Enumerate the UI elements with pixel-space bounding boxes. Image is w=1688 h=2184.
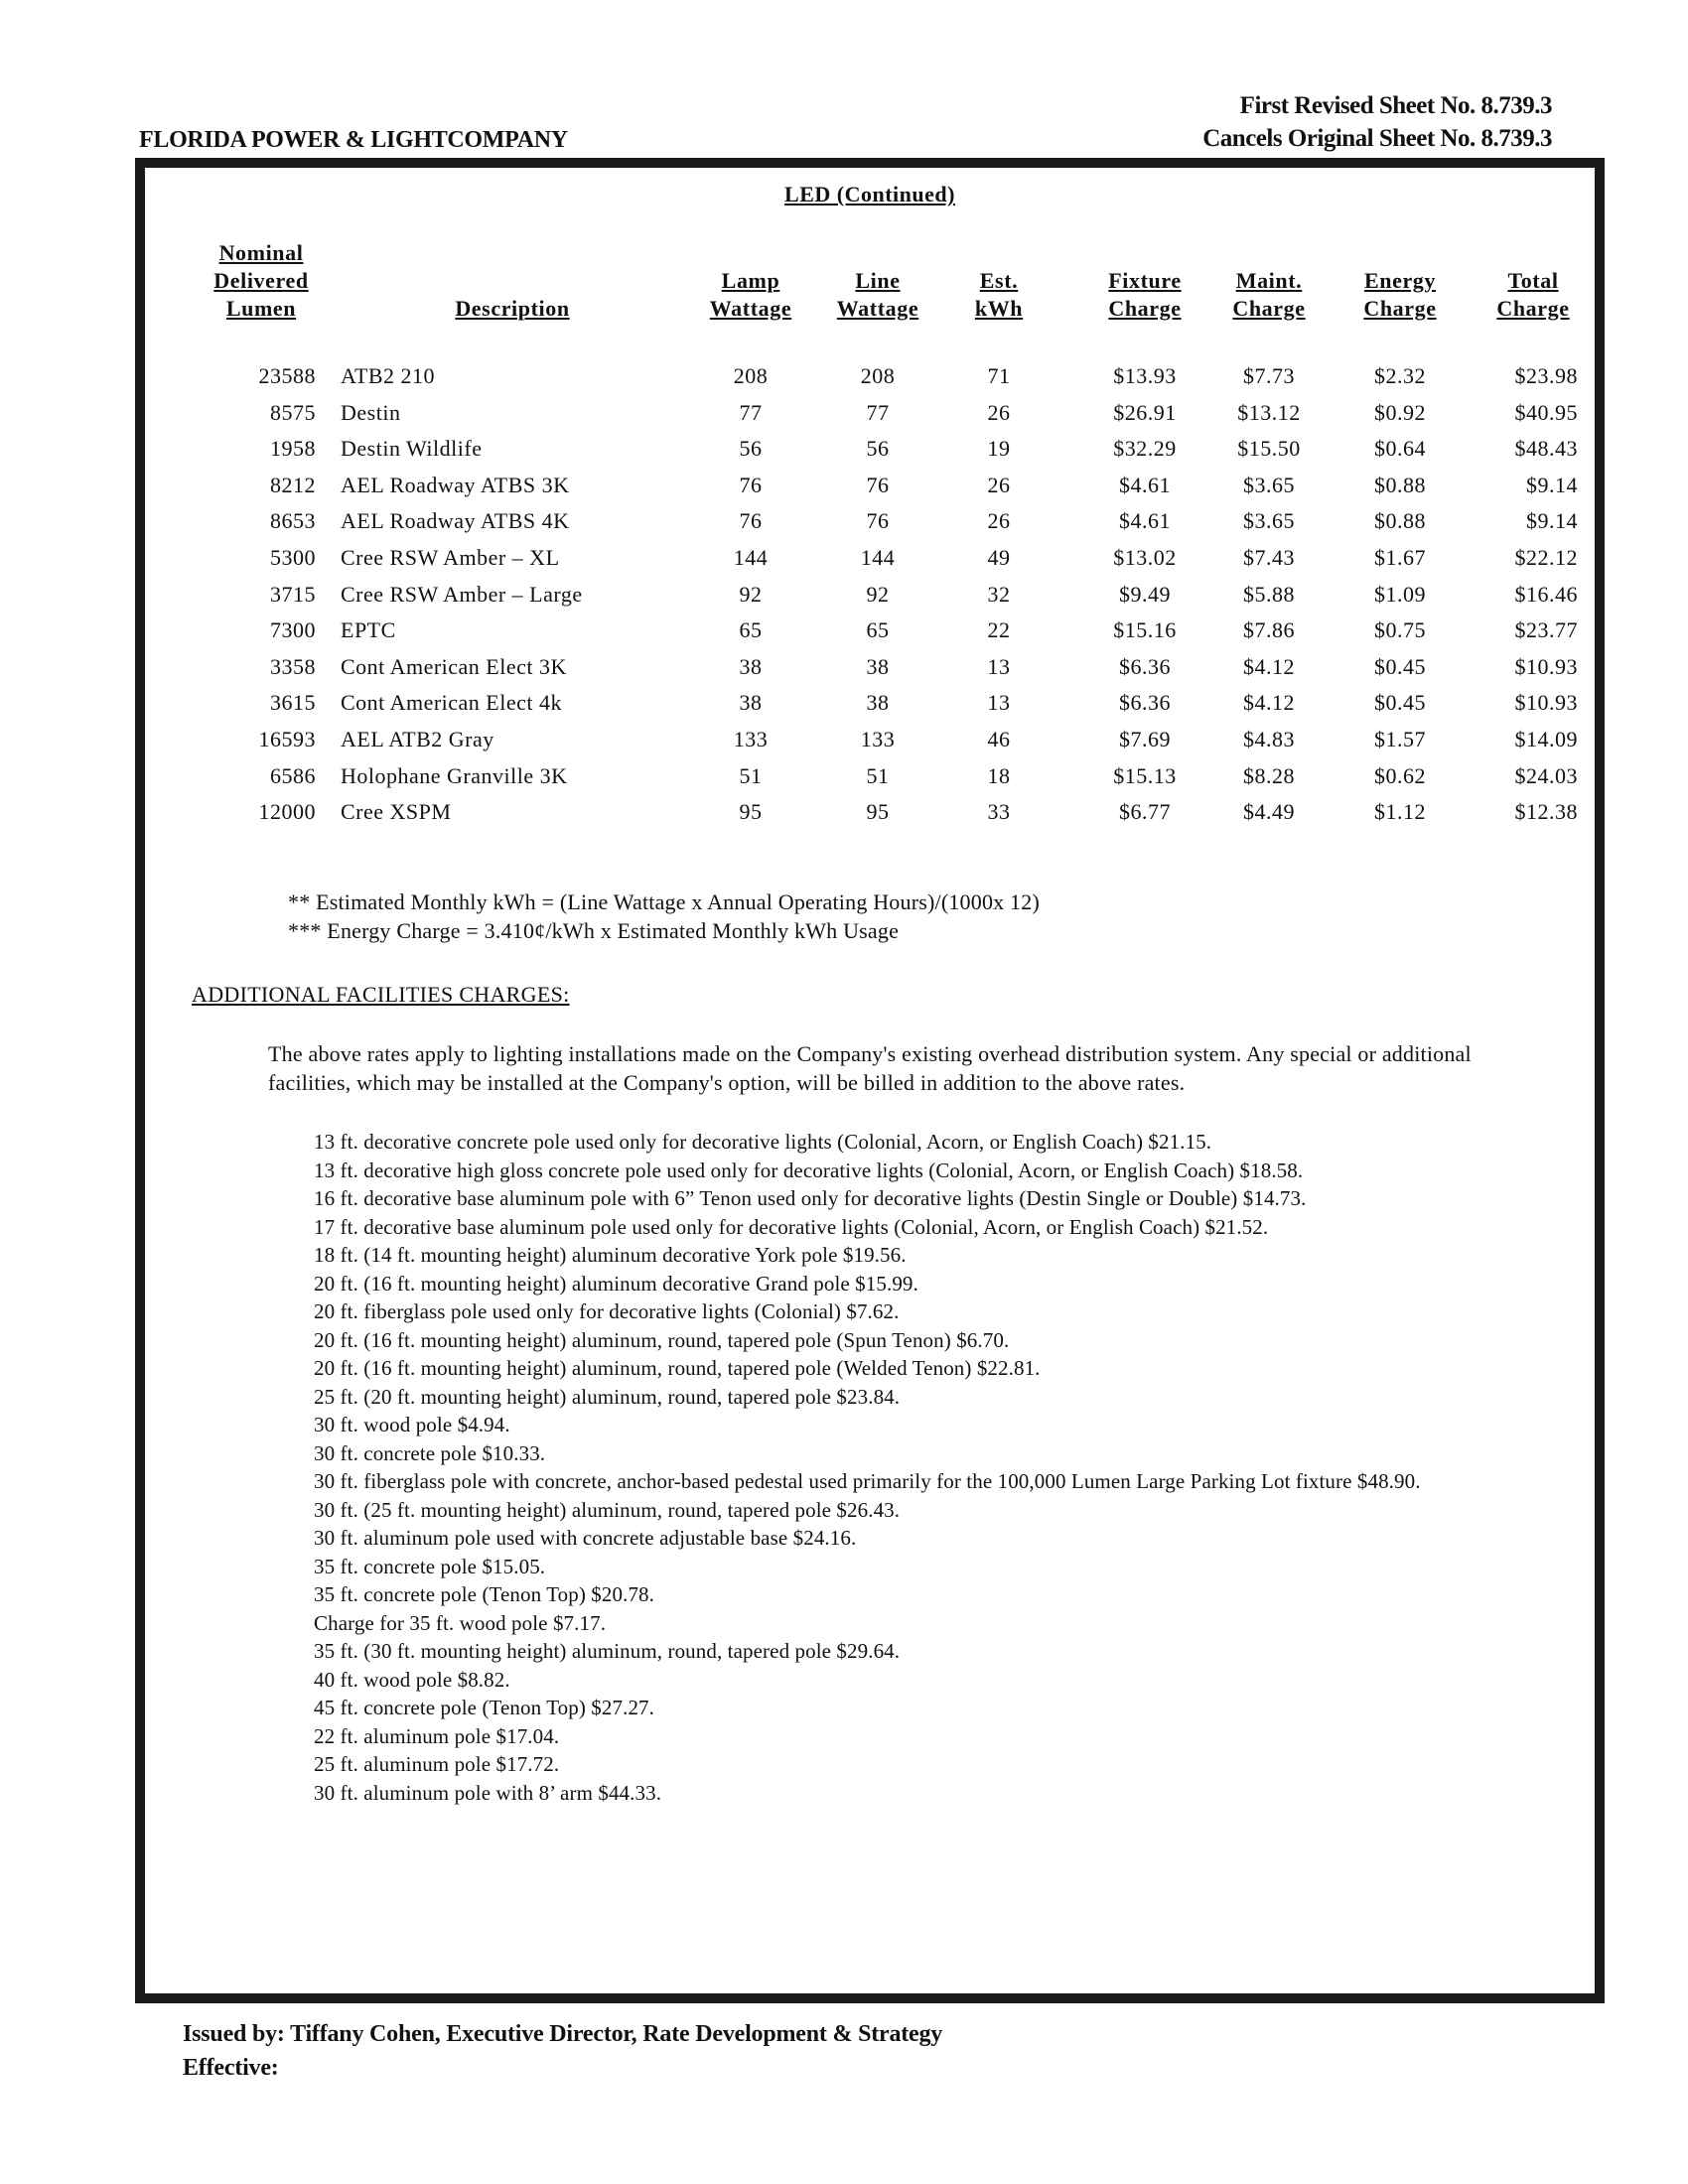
- facility-charge-item: 25 ft. aluminum pole $17.72.: [314, 1752, 560, 1776]
- header-energy-line2: Charge: [1363, 296, 1437, 321]
- facility-charge-item: 20 ft. (16 ft. mounting height) aluminum, round, tapered pole (Spun Tenon) $6.70.: [314, 1327, 1010, 1352]
- header-lumen-line2: Delivered: [213, 268, 309, 293]
- cell-lumen: 6586: [270, 762, 316, 788]
- cell-line: 65: [866, 617, 890, 643]
- facility-charge-item: 22 ft. aluminum pole $17.04.: [314, 1723, 560, 1748]
- issued-by: Issued by: Tiffany Cohen, Executive Director, Rate Development & Strategy: [183, 2021, 943, 2047]
- header-lumen-line1: Nominal: [218, 240, 304, 265]
- facility-charge-item: 16 ft. decorative base aluminum pole with 6” Tenon used only for decorative lights (Destin Single or Double) $14.73.: [314, 1186, 1307, 1210]
- cell-total: $23.98: [1514, 363, 1578, 388]
- cell-line: 77: [866, 399, 890, 425]
- facility-charge-item: 18 ft. (14 ft. mounting height) aluminum decorative York pole $19.56.: [314, 1243, 907, 1267]
- cell-maint: $5.88: [1243, 581, 1295, 607]
- cell-fixture: $9.49: [1119, 581, 1171, 607]
- facility-charge-item: 35 ft. concrete pole (Tenon Top) $20.78.: [314, 1582, 654, 1606]
- facility-charge-item: 20 ft. fiberglass pole used only for decorative lights (Colonial) $7.62.: [314, 1299, 900, 1323]
- cell-description: Cree RSW Amber – XL: [341, 545, 560, 570]
- header-kwh-line1: Est.: [979, 268, 1019, 293]
- cell-lamp: 76: [739, 508, 763, 534]
- facility-charge-item: 13 ft. decorative concrete pole used only for decorative lights (Colonial, Acorn, or English Coach) $21.15.: [314, 1130, 1212, 1154]
- header-fixture-line2: Charge: [1108, 296, 1182, 321]
- cell-lamp: 208: [733, 363, 769, 388]
- facility-charge-item: 25 ft. (20 ft. mounting height) aluminum, round, tapered pole $23.84.: [314, 1384, 901, 1409]
- cell-maint: $4.83: [1243, 727, 1295, 751]
- cell-lamp: 133: [733, 727, 769, 751]
- cell-maint: $4.12: [1243, 690, 1295, 716]
- cell-energy: $1.67: [1374, 545, 1426, 570]
- facility-charge-item: 20 ft. (16 ft. mounting height) aluminum, round, tapered pole (Welded Tenon) $22.81.: [314, 1356, 1041, 1380]
- facility-charge-item: 30 ft. wood pole $4.94.: [314, 1413, 510, 1436]
- cell-lamp: 76: [739, 472, 763, 497]
- cell-kwh: 71: [987, 363, 1011, 388]
- facility-charge-item: 30 ft. fiberglass pole with concrete, anchor-based pedestal used primarily for the 100,000 Lumen Large Parking Lot fixture $48.90.: [314, 1469, 1421, 1493]
- facility-charge-item: 13 ft. decorative high gloss concrete pole used only for decorative lights (Colonial, Acorn, or English Coach) $18.58.: [314, 1158, 1304, 1182]
- cell-description: Destin Wildlife: [341, 436, 483, 462]
- cell-lamp: 56: [739, 436, 763, 462]
- cell-line: 38: [866, 690, 890, 716]
- cell-energy: $0.88: [1374, 508, 1426, 534]
- cell-energy: $0.45: [1374, 690, 1426, 716]
- cell-fixture: $6.36: [1119, 690, 1171, 716]
- header-energy-line1: Energy: [1363, 268, 1437, 293]
- cell-energy: $0.92: [1374, 399, 1426, 425]
- cell-description: Cree RSW Amber – Large: [341, 581, 583, 607]
- header-maint-line1: Maint.: [1235, 268, 1303, 293]
- header-maint-charge: [1214, 267, 1324, 323]
- header-total-charge: [1478, 267, 1588, 323]
- cell-total: $48.43: [1514, 436, 1578, 462]
- header-line-wattage: [823, 267, 932, 323]
- cell-line: 51: [866, 762, 890, 788]
- cell-lumen: 7300: [270, 617, 316, 643]
- cell-energy: $0.88: [1374, 472, 1426, 497]
- cell-lamp: 51: [739, 762, 763, 788]
- effective-date: Effective:: [183, 2055, 279, 2081]
- cell-fixture: $15.13: [1113, 762, 1177, 788]
- header-lumen: [207, 239, 316, 323]
- cell-description: Destin: [341, 399, 401, 425]
- header-description-label: Description: [455, 296, 570, 321]
- facility-charge-item: 30 ft. aluminum pole with 8’ arm $44.33.: [314, 1780, 662, 1805]
- cell-maint: $4.49: [1243, 799, 1295, 825]
- cell-lumen: 8575: [270, 399, 316, 425]
- facility-charge-item: 17 ft. decorative base aluminum pole used only for decorative lights (Colonial, Acorn, or English Coach) $21.52.: [314, 1214, 1269, 1239]
- facility-charge-item: 30 ft. aluminum pole used with concrete adjustable base $24.16.: [314, 1526, 857, 1550]
- header-fixture-line1: Fixture: [1108, 268, 1182, 293]
- cell-fixture: $15.16: [1113, 617, 1177, 643]
- header-lumen-line3: Lumen: [225, 296, 297, 321]
- cell-total: $24.03: [1514, 762, 1578, 788]
- cell-line: 208: [860, 363, 896, 388]
- cell-kwh: 26: [987, 472, 1011, 497]
- cell-fixture: $13.02: [1113, 545, 1177, 570]
- cell-fixture: $4.61: [1119, 472, 1171, 497]
- cell-energy: $0.75: [1374, 617, 1426, 643]
- cell-kwh: 19: [987, 436, 1011, 462]
- cell-maint: $13.12: [1237, 399, 1301, 425]
- header-fixture-charge: [1090, 267, 1199, 323]
- cell-lamp: 65: [739, 617, 763, 643]
- cell-lumen: 16593: [258, 727, 316, 751]
- cell-lamp: 92: [739, 581, 763, 607]
- cell-kwh: 32: [987, 581, 1011, 607]
- cell-fixture: $7.69: [1119, 727, 1171, 751]
- facility-charge-item: 30 ft. (25 ft. mounting height) aluminum, round, tapered pole $26.43.: [314, 1497, 901, 1522]
- header-description: [433, 295, 592, 323]
- additional-facilities-title: ADDITIONAL FACILITIES CHARGES:: [192, 982, 570, 1007]
- cell-lumen: 3715: [270, 581, 316, 607]
- header-lamp-wattage: [696, 267, 805, 323]
- cell-total: $10.93: [1514, 653, 1578, 679]
- cell-line: 76: [866, 508, 890, 534]
- cell-line: 133: [860, 727, 896, 751]
- cell-lumen: 8212: [270, 472, 316, 497]
- cell-energy: $1.12: [1374, 799, 1426, 825]
- cell-maint: $3.65: [1243, 508, 1295, 534]
- cell-description: Cont American Elect 3K: [341, 653, 567, 679]
- cell-maint: $15.50: [1237, 436, 1301, 462]
- cell-maint: $7.73: [1243, 363, 1295, 388]
- header-line-line2: Wattage: [836, 296, 919, 321]
- header-maint-line2: Charge: [1232, 296, 1306, 321]
- cell-description: ATB2 210: [341, 363, 436, 388]
- header-lamp-line1: Lamp: [721, 268, 780, 293]
- cell-maint: $4.12: [1243, 653, 1295, 679]
- cell-line: 76: [866, 472, 890, 497]
- cell-energy: $2.32: [1374, 363, 1426, 388]
- cancels-sheet-number: Cancels Original Sheet No. 8.739.3: [1202, 125, 1552, 152]
- cell-lamp: 38: [739, 653, 763, 679]
- kwh-footnote: ** Estimated Monthly kWh = (Line Wattage x Annual Operating Hours)/(1000x 12): [288, 889, 1040, 914]
- header-kwh-line2: kWh: [974, 296, 1024, 321]
- cell-lumen: 3615: [270, 690, 316, 716]
- facility-charge-item: 35 ft. (30 ft. mounting height) aluminum, round, tapered pole $29.64.: [314, 1639, 901, 1663]
- cell-description: EPTC: [341, 617, 396, 643]
- cell-total: $12.38: [1514, 799, 1578, 825]
- cell-lamp: 38: [739, 690, 763, 716]
- cell-description: AEL Roadway ATBS 3K: [341, 472, 570, 497]
- cell-total: $10.93: [1514, 690, 1578, 716]
- cell-lumen: 5300: [270, 545, 316, 570]
- facility-charge-item: 20 ft. (16 ft. mounting height) aluminum decorative Grand pole $15.99.: [314, 1271, 918, 1296]
- cell-description: AEL Roadway ATBS 4K: [341, 508, 570, 534]
- cell-description: Holophane Granville 3K: [341, 762, 568, 788]
- energy-charge-footnote: *** Energy Charge = 3.410¢/kWh x Estimated Monthly kWh Usage: [288, 918, 900, 943]
- cell-description: Cree XSPM: [341, 799, 452, 825]
- header-line-line1: Line: [855, 268, 901, 293]
- cell-line: 92: [866, 581, 890, 607]
- cell-total: $9.14: [1526, 472, 1578, 497]
- additional-facilities-intro: The above rates apply to lighting installations made on the Company's existing overhead distribution system. Any special or additional facilities, which may be installed at the Company's option, will be billed in addition to the above rates.: [268, 1041, 1472, 1095]
- facility-charge-item: 35 ft. concrete pole $15.05.: [314, 1554, 546, 1578]
- cell-fixture: $32.29: [1113, 436, 1177, 462]
- cell-kwh: 13: [987, 690, 1011, 716]
- facility-charge-item: 40 ft. wood pole $8.82.: [314, 1667, 510, 1692]
- document-frame: [135, 158, 1605, 2003]
- cell-line: 56: [866, 436, 890, 462]
- header-total-line2: Charge: [1496, 296, 1570, 321]
- cell-kwh: 18: [987, 762, 1011, 788]
- cell-total: $16.46: [1514, 581, 1578, 607]
- cell-fixture: $4.61: [1119, 508, 1171, 534]
- cell-lamp: 144: [733, 545, 769, 570]
- cell-kwh: 26: [987, 399, 1011, 425]
- cell-lumen: 23588: [258, 363, 316, 388]
- cell-lamp: 77: [739, 399, 763, 425]
- cell-lumen: 3358: [270, 653, 316, 679]
- cell-lumen: 12000: [258, 799, 316, 825]
- cell-energy: $1.57: [1374, 727, 1426, 751]
- facility-charge-item: 45 ft. concrete pole (Tenon Top) $27.27.: [314, 1696, 654, 1719]
- cell-description: Cont American Elect 4k: [341, 690, 562, 716]
- cell-total: $40.95: [1514, 399, 1578, 425]
- cell-maint: $8.28: [1243, 762, 1295, 788]
- cell-lumen: 1958: [270, 436, 316, 462]
- header-est-kwh: [959, 267, 1039, 323]
- cell-total: $23.77: [1514, 617, 1578, 643]
- cell-total: $22.12: [1514, 545, 1578, 570]
- cell-kwh: 13: [987, 653, 1011, 679]
- cell-energy: $0.45: [1374, 653, 1426, 679]
- cell-energy: $0.64: [1374, 436, 1426, 462]
- cell-kwh: 49: [987, 545, 1011, 570]
- cell-energy: $1.09: [1374, 581, 1426, 607]
- cell-maint: $3.65: [1243, 472, 1295, 497]
- cell-lamp: 95: [739, 799, 763, 825]
- cell-line: 95: [866, 799, 890, 825]
- header-lamp-line2: Wattage: [709, 296, 792, 321]
- cell-kwh: 33: [987, 799, 1011, 825]
- facility-charge-item: 30 ft. concrete pole $10.33.: [314, 1440, 546, 1465]
- sheet-number: First Revised Sheet No. 8.739.3: [1239, 92, 1552, 119]
- cell-kwh: 46: [987, 727, 1011, 751]
- header-energy-charge: [1345, 267, 1455, 323]
- cell-line: 38: [866, 653, 890, 679]
- cell-line: 144: [860, 545, 896, 570]
- cell-fixture: $6.36: [1119, 653, 1171, 679]
- facility-charges-list: [314, 1128, 1505, 1807]
- section-title: LED (Continued): [784, 182, 955, 206]
- cell-fixture: $6.77: [1119, 799, 1171, 825]
- cell-lumen: 8653: [270, 508, 316, 534]
- cell-energy: $0.62: [1374, 762, 1426, 788]
- cell-total: $14.09: [1514, 727, 1578, 751]
- cell-kwh: 26: [987, 508, 1011, 534]
- cell-total: $9.14: [1526, 508, 1578, 534]
- cell-description: AEL ATB2 Gray: [341, 727, 494, 751]
- cell-fixture: $13.93: [1113, 363, 1177, 388]
- cell-maint: $7.86: [1243, 617, 1295, 643]
- company-name: FLORIDA POWER & LIGHTCOMPANY: [139, 127, 568, 153]
- facility-charge-item: Charge for 35 ft. wood pole $7.17.: [314, 1610, 607, 1635]
- cell-maint: $7.43: [1243, 545, 1295, 570]
- cell-fixture: $26.91: [1113, 399, 1177, 425]
- header-total-line1: Total: [1507, 268, 1559, 293]
- cell-kwh: 22: [987, 617, 1011, 643]
